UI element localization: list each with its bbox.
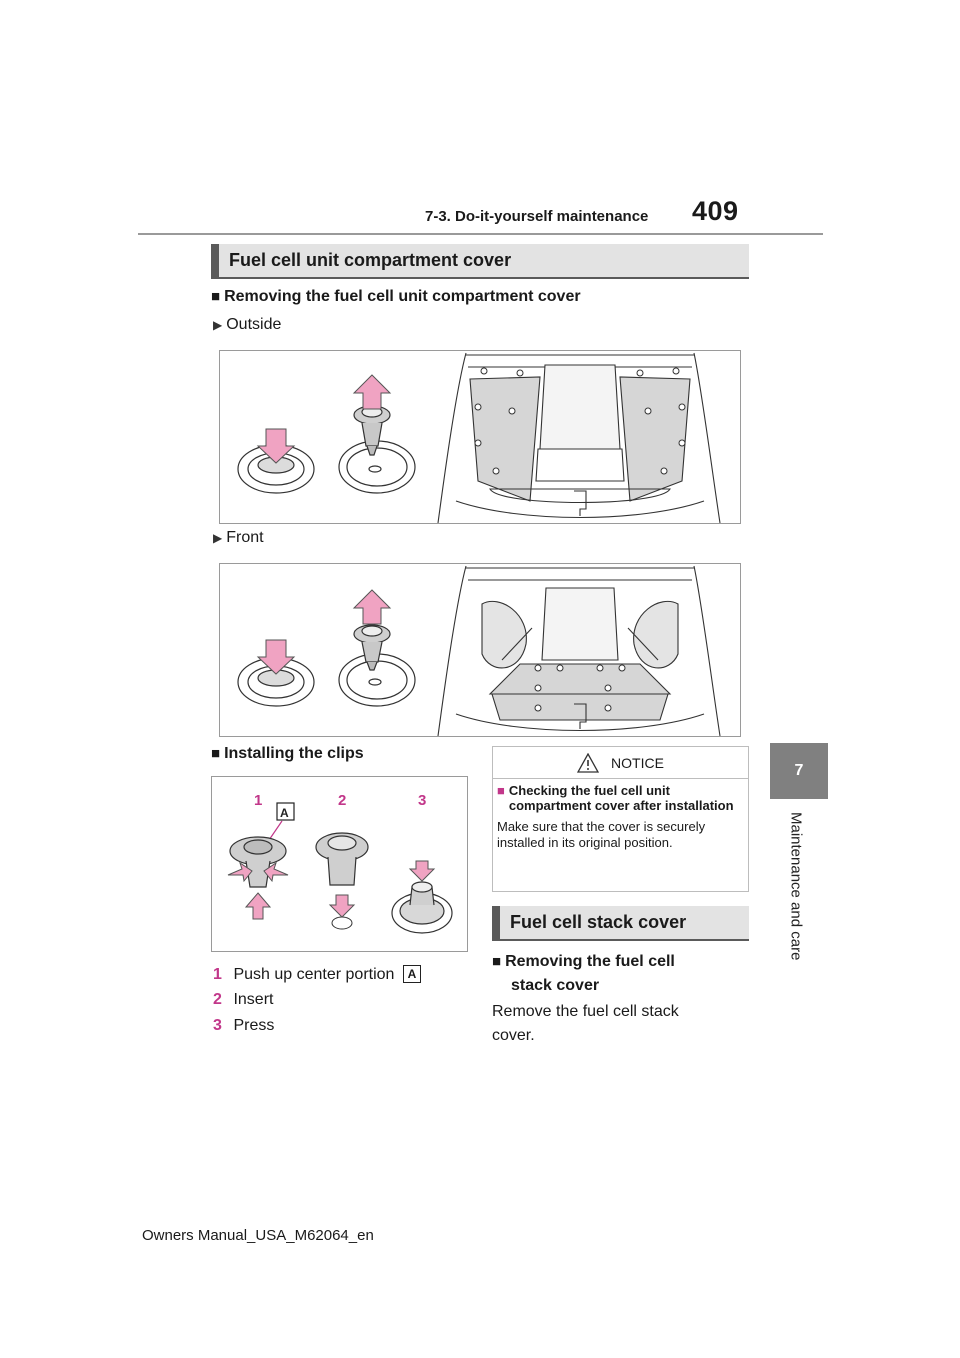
installing-heading-text: Installing the clips [224, 745, 364, 762]
notice-label: NOTICE [611, 754, 664, 771]
section-title-text: Fuel cell stack cover [510, 912, 687, 932]
page-number: 409 [692, 196, 739, 226]
front-removal-figure [219, 563, 741, 737]
front-label [213, 529, 264, 547]
notice-box [492, 746, 749, 892]
outside-label [213, 316, 281, 334]
stack-removing-heading-line2: stack cover [511, 977, 600, 994]
stack-instruction-line1: Remove the fuel cell stack [492, 1003, 679, 1020]
stack-instruction-line2: cover. [492, 1027, 535, 1044]
install-step-1 [213, 965, 421, 984]
step-number: 3 [213, 1017, 222, 1034]
clip-step-label-1: 1 [254, 792, 263, 809]
footer-manual-id: Owners Manual_USA_M62064_en [142, 1227, 374, 1244]
clip-install-figure [211, 776, 468, 952]
clip-step-label-3: 3 [418, 792, 427, 809]
chapter-side-label-text: Maintenance and care [787, 812, 805, 961]
triangle-bullet-icon: ▶ [213, 531, 223, 545]
header-section-title: 7-3. Do-it-yourself maintenance [425, 208, 649, 225]
notice-header [493, 747, 748, 779]
step-text: Insert [233, 991, 274, 1008]
install-step-3 [213, 1017, 274, 1035]
install-step-2 [213, 991, 273, 1009]
section-title-stack-cover [492, 906, 749, 941]
step-text: Press [233, 1017, 275, 1034]
removing-heading [211, 288, 581, 306]
chapter-tab: 7 [770, 743, 828, 799]
square-bullet-icon: ■ [497, 783, 505, 798]
square-bullet-icon: ■ [492, 953, 502, 970]
square-bullet-icon: ■ [211, 288, 221, 305]
section-title-text: Fuel cell unit compartment cover [229, 250, 512, 270]
step-text: Push up center portion [233, 966, 395, 983]
stack-cover-instruction [492, 1000, 679, 1048]
chapter-side-label [756, 812, 836, 972]
triangle-bullet-icon: ▶ [213, 318, 223, 332]
step-number: 2 [213, 991, 222, 1008]
removing-heading-text: Removing the fuel cell unit compartment cover [224, 288, 581, 305]
warning-triangle-icon [577, 753, 599, 773]
installing-heading [211, 745, 364, 763]
stack-removing-heading [492, 950, 675, 998]
notice-heading [493, 779, 748, 813]
notice-heading-text: Checking the fuel cell unit compartment cover after installation [508, 783, 734, 813]
step-number: 1 [213, 966, 222, 983]
clip-step-label-2: 2 [338, 792, 347, 809]
notice-body: Make sure that the cover is securely installed in its original position. [497, 819, 706, 850]
stack-removing-heading-line1: Removing the fuel cell [505, 953, 675, 970]
square-bullet-icon: ■ [211, 745, 221, 762]
front-label-text: Front [226, 529, 264, 546]
outside-label-text: Outside [226, 316, 282, 333]
clip-callout-a: A [280, 806, 289, 820]
outside-removal-figure [219, 350, 741, 524]
header-divider [138, 233, 823, 235]
callout-a-marker: A [403, 965, 421, 983]
section-title-compartment-cover [211, 244, 749, 279]
